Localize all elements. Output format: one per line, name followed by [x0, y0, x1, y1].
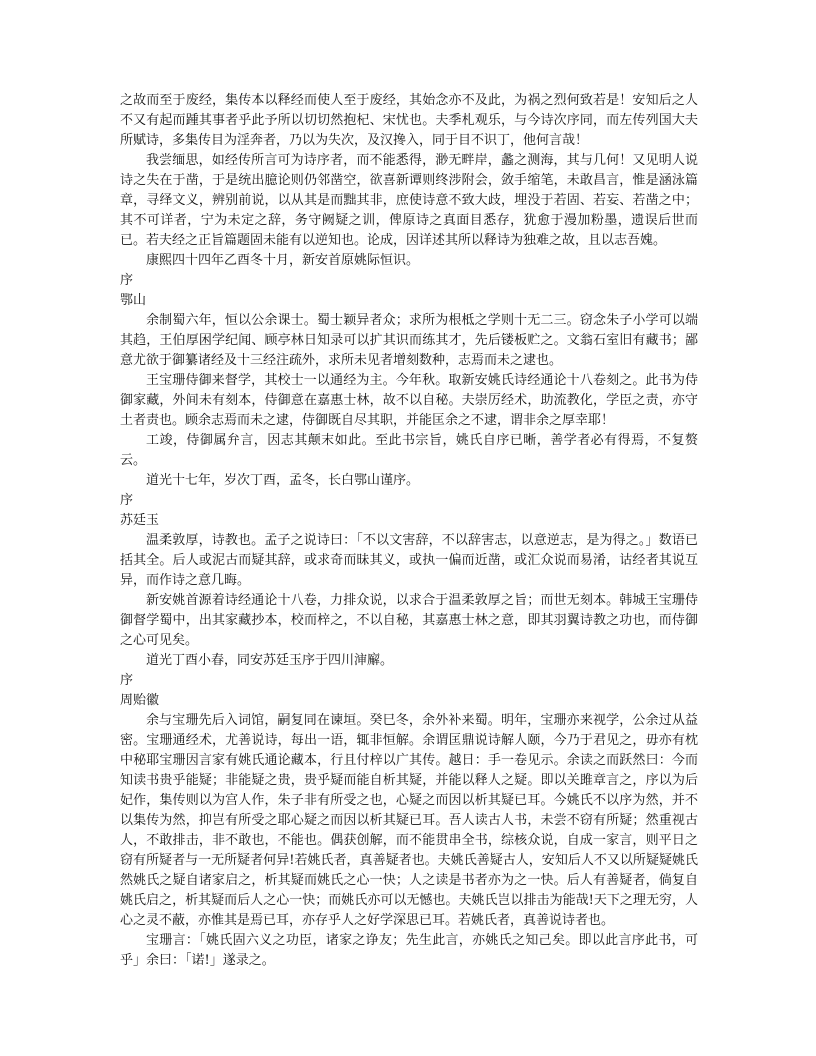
preface-zhou-paragraph-1: 余与宝珊先后入词馆，嗣复同在谏垣。癸巳冬，余外补来蜀。明年，宝珊亦来视学，公余过从益密。宝珊通经术，尤善说诗，每出一语，辄非恒解。余谓匡鼎说诗解人颐，今乃于君见之，毋亦有枕中秘耶宝珊因言家有姚氏通论藏本，行且付梓以广其传。越日：手一卷见示。余读之而跃然曰：今而知读书贵乎能疑；非能疑之贵，贵乎疑而能自析其疑，并能以释人之疑。即以关雎章言之，序以为后妃作，集传则以为宫人作，朱子非有所受之也，心疑之而因以析其疑已耳。今姚氏不以序为然，并不以集传为然，抑岂有所受之耶心疑之而因以析其疑已耳。吾人读古人书，未尝不窃有所疑；然重视古人，不敢排击，非不敢也，不能也。偶获创解，而不能贯串全书，综核众说，自成一家言，则平日之窃有所疑者与一无所疑者何异!若姚氏者，真善疑者也。夫姚氏善疑古人，安知后人不又以所疑疑姚氏然姚氏之疑自诸家启之，析其疑而姚氏之心一快；人之读是书者亦为之一快。后人有善疑者，倘复自姚氏启之，析其疑而后人之心一快；而姚氏亦可以无憾也。夫姚氏岂以排击为能哉!天下之理无穷，人心之灵不蔽，亦惟其是焉已耳，亦存乎人之好学深思已耳。若姚氏者，真善说诗者也。 [120, 713, 698, 928]
section-heading: 序 [120, 673, 134, 688]
preface-su-paragraph-2: 新安姚首源着诗经通论十八卷，力排众说，以求合于温柔敦厚之旨；而世无刻本。韩城王宝珊侍御督学蜀中，出其家藏抄本，校而梓之，不以自秘，其嘉惠士林之意，即其羽翼诗教之功也，而侍御之心可见矣。 [120, 593, 698, 648]
section-heading: 序 [120, 493, 134, 508]
preface-yao-paragraph-2: 我尝缅思，如经传所言可为诗序者，而不能悉得，渺无畔岸，蠡之测海，其与几何！又见明人说诗之失在于凿，于是统出臆论则仍邻凿空，欲喜新谭则终涉附会，敛手缩笔，未敢昌言，惟是涵泳篇章，寻绎文义，辨别前说，以从其是而黜其非，庶使诗意不致大歧，埋没于若固、若妄、若凿之中；其不可详者，宁为未定之辞，务守阙疑之训，俾原诗之真面目悉存，犹愈于漫加粉墨，遗误后世而已。若夫经之正旨篇题固未能有以逆知也。论成，因详述其所以释诗为独难之故，且以志吾媿。 [120, 153, 698, 248]
section-heading: 序 [120, 273, 134, 288]
preface-yao-paragraph-1: 之故而至于废经，集传本以释经而使人至于废经，其始念亦不及此，为祸之烈何致若是！安知后之人不又有起而踵其事者乎此予所以切切然抱杞、宋忧也。夫季札观乐，与今诗次序同，而左传列国大夫所赋诗，多集传目为淫奔者，乃以为失次，及汉搀入，同于目不识丁，他何言哉！ [120, 93, 698, 148]
preface-su-paragraph-1: 温柔敦厚，诗教也。孟子之说诗曰：「不以文害辞，不以辞害志，以意逆志，是为得之。」数语已括其全。后人或泥古而疑其辞，或求奇而昧其义，或执一偏而近凿，或汇众说而易淆，诂经者其说互异，而作诗之意几晦。 [120, 533, 698, 588]
preface-zhou-paragraph-2: 宝珊言：「姚氏固六义之功臣，诸家之诤友；先生此言，亦姚氏之知己矣。即以此言序此书，可乎」余曰：「诺!」遂录之。 [120, 933, 698, 968]
preface-e-shan-paragraph-1: 余制蜀六年，恒以公余课士。蜀士颖异者众；求所为根柢之学则十无二三。窃念朱子小学可以端其趋，王伯厚困学纪闻、顾亭林日知录可以扩其识而练其才，先后镂板贮之。文翁石室旧有藏书；鄙意尤欲于御纂诸经及十三经注疏外，求所未见者增刻数种，志焉而未之逮也。 [120, 313, 698, 368]
section-author: 鄂山 [120, 293, 147, 308]
preface-e-shan-paragraph-2: 王宝珊侍御来督学，其校士一以通经为主。今年秋。取新安姚氏诗经通论十八卷刻之。此书为侍御家藏，外间未有刻本，侍御意在嘉惠士林，故不以自秘。夫崇厉经术，助流教化，学臣之责，亦守土者责也。顾余志焉而未之逮，侍御既自尽其职，并能匡余之不逮，谓非余之厚幸耶！ [120, 373, 698, 428]
section-author: 苏廷玉 [120, 513, 160, 528]
section-author: 周贻徽 [120, 693, 160, 708]
preface-e-shan-paragraph-3: 工竣，侍御属弁言，因志其颠末如此。至此书宗旨，姚氏自序已晰，善学者必有得焉，不复赘云。 [120, 433, 698, 468]
preface-e-shan [120, 271, 698, 491]
preface-su-signature: 道光丁酉小春，同安苏廷玉序于四川渖廨。 [146, 653, 394, 668]
preface-su-tingyu [120, 491, 698, 671]
preface-zhou-yihui [120, 671, 698, 971]
preface-e-shan-signature: 道光十七年，岁次丁酉，孟冬，长白鄂山谨序。 [146, 473, 420, 488]
preface-yao-signature: 康熙四十四年乙酉冬十月，新安首原姚际恒识。 [146, 253, 420, 268]
preface-yao [120, 91, 698, 271]
document-page [120, 91, 698, 971]
